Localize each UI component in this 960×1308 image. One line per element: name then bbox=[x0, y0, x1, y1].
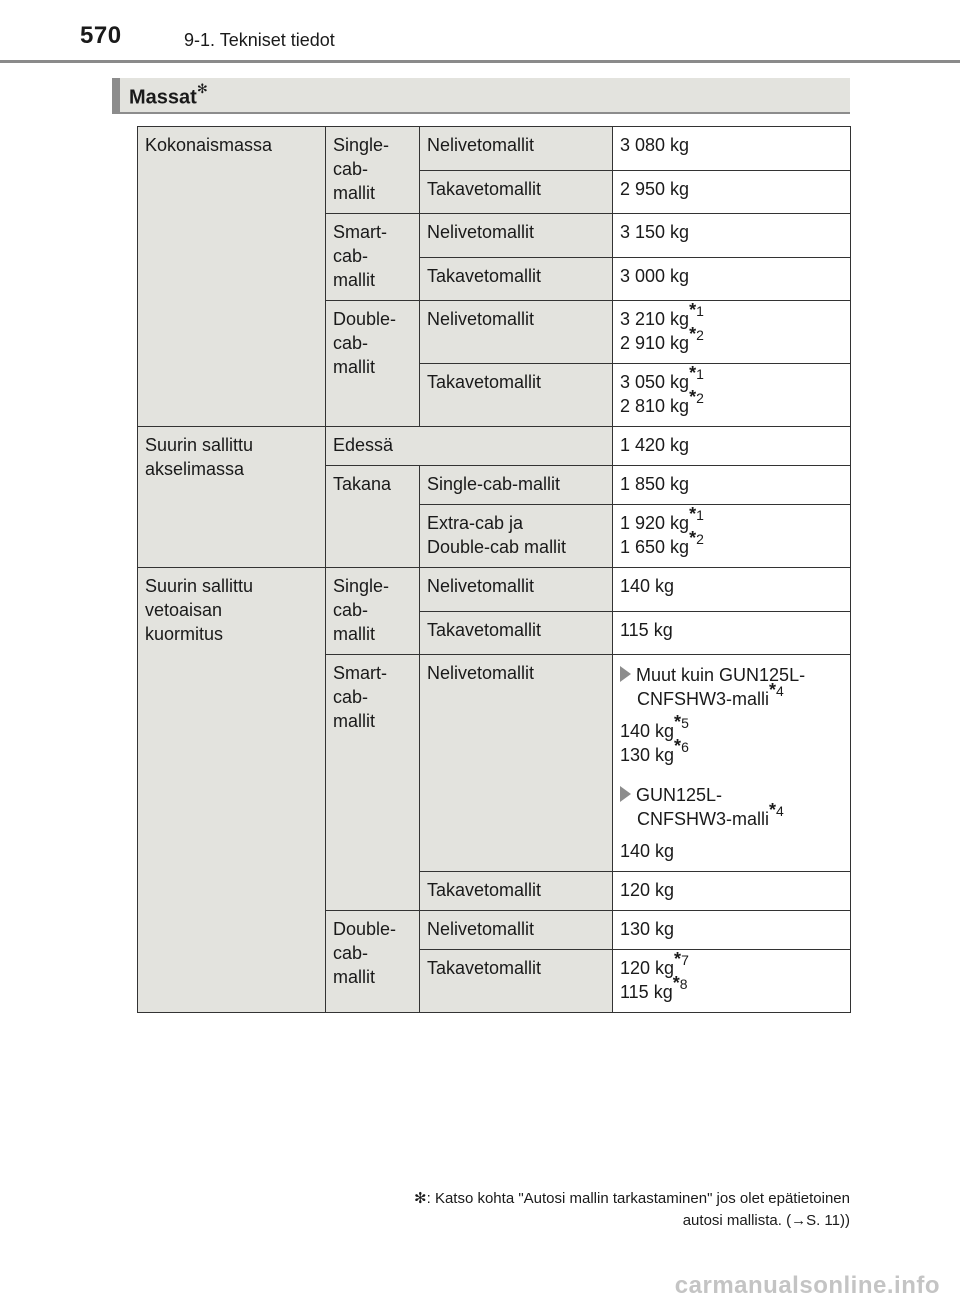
drive-type-cell: Takavetomallit bbox=[420, 364, 613, 427]
cab-type-cell: Single-cab-mallit bbox=[420, 466, 613, 505]
drive-type-cell: Takavetomallit bbox=[420, 611, 613, 655]
drive-type-cell: Nelivetomallit bbox=[420, 214, 613, 258]
drive-type-cell: Takavetomallit bbox=[420, 950, 613, 1013]
value-cell: 130 kg bbox=[613, 911, 851, 950]
section-accent-bar bbox=[112, 78, 120, 114]
value-cell: 3 150 kg bbox=[613, 214, 851, 258]
drive-type-cell: Nelivetomallit bbox=[420, 568, 613, 612]
rear-label: Takana bbox=[326, 466, 420, 568]
drive-type-cell: Takavetomallit bbox=[420, 872, 613, 911]
table-row bbox=[138, 127, 851, 171]
front-label: Edessä bbox=[326, 427, 613, 466]
value-cell: Muut kuin GUN125L- CNFSHW3-malli$^{*4}$ 140 $kg^{*5}$ 130 $kg^{*6}$ GUN125L- CNFSHW3-malli$^{*4}$ 140 kg bbox=[613, 655, 851, 872]
akselimassa-label: Suurin sallittu akselimassa bbox=[138, 427, 326, 568]
value-cell: 140 kg bbox=[613, 568, 851, 612]
page-number: 570 bbox=[80, 22, 122, 49]
table-row bbox=[138, 427, 851, 466]
value-cell: 1 420 kg bbox=[613, 427, 851, 466]
value-cell: 3 210 $kg^{*1}$ 2 910 $kg^{*2}$ bbox=[613, 301, 851, 364]
value-cell: 3 080 kg bbox=[613, 127, 851, 171]
value-cell: 1 920 $kg^{*1}$ 1 650 $kg^{*2}$ bbox=[613, 505, 851, 568]
value-cell: 115 kg bbox=[613, 611, 851, 655]
footnote-line-2: autosi mallista. (→S. 11)) bbox=[682, 1212, 850, 1229]
drive-type-cell: Takavetomallit bbox=[420, 257, 613, 301]
value-cell: 1 850 kg bbox=[613, 466, 851, 505]
section-title bbox=[129, 81, 208, 110]
kokonaismassa-label: Kokonaismassa bbox=[138, 127, 326, 427]
value-cell: 3 050 $kg^{*1}$ 2 810 $kg^{*2}$ bbox=[613, 364, 851, 427]
triangle-bullet-icon bbox=[620, 786, 631, 802]
watermark: carmanualsonline.info bbox=[674, 1272, 940, 1299]
arrow-icon: → bbox=[791, 1212, 807, 1229]
drive-type-cell: Nelivetomallit bbox=[420, 655, 613, 872]
single-cab-label: Single- cab- mallit bbox=[326, 568, 420, 655]
drive-type-cell: Nelivetomallit bbox=[420, 127, 613, 171]
section-title-text: Massat bbox=[129, 86, 197, 109]
section-title-mark: ✻ bbox=[196, 81, 208, 96]
drive-type-cell: Nelivetomallit bbox=[420, 301, 613, 364]
drive-type-cell: Takavetomallit bbox=[420, 170, 613, 214]
kuormitus-label: Suurin sallittu vetoaisan kuormitus bbox=[138, 568, 326, 1013]
drive-type-cell: Nelivetomallit bbox=[420, 911, 613, 950]
value-cell: 120 $kg^{*7}$ 115 $kg^{*8}$ bbox=[613, 950, 851, 1013]
triangle-bullet-icon bbox=[620, 666, 631, 682]
value-cell: 120 kg bbox=[613, 872, 851, 911]
mass-spec-table bbox=[137, 126, 851, 1013]
single-cab-label: Single- cab- mallit bbox=[326, 127, 420, 214]
footnote bbox=[414, 1188, 850, 1232]
value-cell: 2 950 kg bbox=[613, 170, 851, 214]
smart-cab-label: Smart- cab- mallit bbox=[326, 655, 420, 911]
double-cab-label: Double- cab- mallit bbox=[326, 301, 420, 427]
double-cab-label: Double- cab- mallit bbox=[326, 911, 420, 1013]
footnote-line-1: ✻: Katso kohta "Autosi mallin tarkastaminen" jos olet epätietoinen bbox=[414, 1190, 850, 1207]
running-title: 9-1. Tekniset tiedot bbox=[184, 30, 335, 50]
header-divider bbox=[0, 60, 960, 63]
section-heading bbox=[112, 78, 850, 114]
smart-cab-label: Smart- cab- mallit bbox=[326, 214, 420, 301]
footnote-mark: ✻ bbox=[414, 1190, 427, 1207]
value-cell: 3 000 kg bbox=[613, 257, 851, 301]
cab-type-cell: Extra-cab ja Double-cab mallit bbox=[420, 505, 613, 568]
table-row bbox=[138, 568, 851, 612]
